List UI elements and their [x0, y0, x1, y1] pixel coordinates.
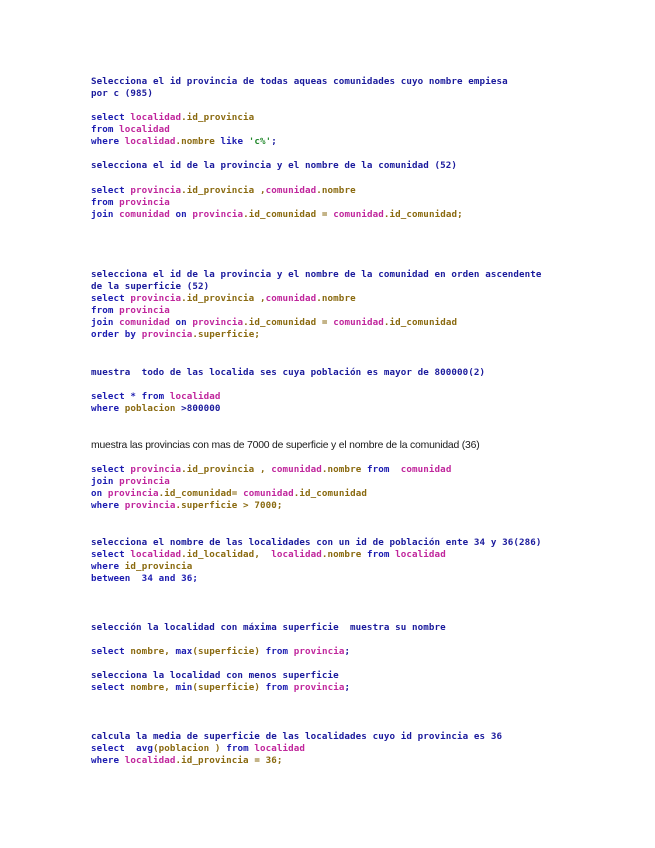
sql-code-line: [91, 305, 170, 317]
text-segment: .id_comunidad;: [383, 209, 463, 220]
sql-code-line: [91, 743, 305, 755]
text-segment: .id_comunidad: [383, 317, 458, 328]
text-segment: provincia: [192, 209, 244, 220]
text-segment: join: [91, 317, 120, 328]
text-segment: on: [175, 317, 193, 328]
text-segment: provincia: [130, 293, 182, 304]
text-segment: .id_provincia ,: [181, 293, 266, 304]
text-segment: .nombre: [321, 549, 367, 560]
text-segment: from: [91, 305, 120, 316]
text-segment: localidad: [124, 136, 176, 147]
text-segment: selecciona el id de la provincia y el nombre de la comunidad (52): [91, 160, 458, 171]
text-segment: provincia: [141, 329, 193, 340]
sql-code-line: [91, 185, 356, 197]
text-segment: from: [265, 646, 294, 657]
text-segment: selección la localidad con máxima superficie muestra su nombre: [91, 622, 446, 633]
text-segment: .id_provincia ,: [181, 464, 272, 475]
text-segment: localidad: [395, 549, 446, 560]
text-segment: max: [175, 646, 193, 657]
text-segment: id_provincia: [124, 561, 193, 572]
comment-heading-line: [91, 622, 446, 634]
text-segment: from: [91, 197, 120, 208]
sql-code-line: [91, 124, 170, 136]
text-segment: from: [366, 464, 401, 475]
text-segment: (superficie): [192, 682, 266, 693]
text-segment: on: [175, 209, 193, 220]
text-segment: join: [91, 476, 120, 487]
text-segment: select: [91, 185, 131, 196]
text-segment: .id_provincia ,: [181, 185, 266, 196]
text-segment: select: [91, 293, 131, 304]
sql-code-line: [91, 112, 254, 124]
text-segment: comunidad: [265, 185, 317, 196]
text-segment: .superficie > 7000;: [175, 500, 283, 511]
text-segment: provincia: [124, 500, 176, 511]
sql-code-line: [91, 391, 221, 403]
comment-heading-line: [91, 537, 542, 549]
text-segment: join: [91, 209, 120, 220]
text-segment: .id_provincia: [181, 112, 255, 123]
text-segment: select: [91, 549, 131, 560]
text-segment: select: [91, 112, 131, 123]
text-segment: where: [91, 403, 125, 414]
comment-heading-line: [91, 670, 339, 682]
text-segment: from: [366, 549, 396, 560]
sql-code-line: [91, 403, 221, 415]
sql-code-line: [91, 488, 367, 500]
text-segment: localidad: [271, 549, 322, 560]
text-segment: comunidad: [400, 464, 452, 475]
sql-code-line: [91, 500, 282, 512]
text-segment: ;: [344, 682, 351, 693]
text-segment: provincia: [119, 305, 170, 316]
text-segment: select: [91, 646, 131, 657]
text-segment: comunidad: [119, 209, 176, 220]
comment-heading-line: [91, 281, 209, 293]
text-segment: where: [91, 755, 125, 766]
text-segment: .id_comunidad =: [243, 209, 334, 220]
text-segment: where: [91, 561, 125, 572]
sql-code-line: [91, 549, 446, 561]
sql-code-line: [91, 646, 350, 658]
sql-code-line: [91, 476, 170, 488]
text-segment: select * from: [91, 391, 170, 402]
text-segment: 'c%': [248, 136, 272, 147]
text-segment: selecciona el nombre de las localidades con un id de población ente 34 y 36(286): [91, 537, 542, 548]
text-segment: nombre,: [130, 646, 176, 657]
text-segment: provincia: [130, 185, 182, 196]
comment-heading-line: [91, 76, 508, 88]
text-segment: poblacion: [124, 403, 182, 414]
sql-code-line: [91, 136, 277, 148]
text-segment: .id_comunidad =: [243, 317, 334, 328]
comment-heading-line: [91, 731, 502, 743]
sql-code-line: [91, 329, 260, 341]
sql-code-line: [91, 317, 457, 329]
text-segment: min: [175, 682, 193, 693]
text-segment: select: [91, 743, 137, 754]
comment-heading-line: [91, 367, 485, 379]
text-segment: muestra todo de las localida ses cuya población es mayor de 800000(2): [91, 367, 486, 378]
text-segment: provincia: [293, 682, 345, 693]
text-segment: avg: [136, 743, 153, 754]
sql-code-line: [91, 197, 170, 209]
text-segment: calcula la media de superficie de las localidades cuyo id provincia es 36: [91, 731, 503, 742]
text-segment: from: [91, 124, 120, 135]
text-segment: provincia: [107, 488, 159, 499]
text-segment: .id_localidad,: [181, 549, 272, 560]
text-segment: comunidad: [265, 293, 317, 304]
sql-code-line: [91, 573, 198, 585]
text-segment: select: [91, 682, 131, 693]
text-segment: .id_provincia = 36;: [175, 755, 283, 766]
text-segment: where: [91, 136, 125, 147]
text-segment: localidad: [169, 391, 221, 402]
text-segment: between 34 and 36;: [91, 573, 198, 584]
sql-code-line: [91, 209, 463, 221]
text-segment: >800000: [181, 403, 221, 414]
text-segment: nombre,: [130, 682, 176, 693]
text-segment: muestra las provincias con mas de 7000 de superficie y el nombre de la comunidad (36): [91, 440, 480, 451]
text-segment: like: [220, 136, 249, 147]
sql-code-line: [91, 682, 350, 694]
text-segment: .id_comunidad=: [158, 488, 244, 499]
text-segment: .nombre: [175, 136, 221, 147]
text-segment: provincia: [130, 464, 182, 475]
text-segment: ;: [271, 136, 277, 147]
text-segment: localidad: [124, 755, 176, 766]
text-segment: provincia: [293, 646, 345, 657]
text-segment: de la superficie (52): [91, 281, 210, 292]
text-segment: provincia: [119, 197, 170, 208]
sql-code-line: [91, 293, 356, 305]
text-segment: provincia: [192, 317, 244, 328]
text-segment: from: [265, 682, 294, 693]
text-segment: comunidad: [243, 488, 294, 499]
text-segment: comunidad: [333, 317, 384, 328]
text-segment: .id_comunidad: [293, 488, 367, 499]
text-segment: selecciona el id de la provincia y el nombre de la comunidad en orden ascendente: [91, 269, 542, 280]
text-segment: Selecciona el id provincia de todas aqueas comunidades cuyo nombre empiesa: [91, 76, 508, 87]
sql-code-line: [91, 755, 282, 767]
text-segment: .nombre: [321, 464, 367, 475]
text-segment: comunidad: [119, 317, 176, 328]
text-segment: ;: [344, 646, 351, 657]
text-segment: (poblacion ): [152, 743, 227, 754]
text-segment: comunidad: [271, 464, 322, 475]
sql-code-line: [91, 464, 451, 476]
comment-heading-line: [91, 269, 542, 281]
comment-heading-line: [91, 440, 479, 452]
text-segment: .nombre: [316, 185, 356, 196]
sql-code-line: [91, 561, 192, 573]
text-segment: localidad: [119, 124, 170, 135]
text-segment: localidad: [254, 743, 306, 754]
text-segment: localidad: [130, 112, 182, 123]
text-segment: provincia: [119, 476, 170, 487]
comment-heading-line: [91, 88, 153, 100]
text-segment: localidad: [130, 549, 182, 560]
text-segment: order by: [91, 329, 142, 340]
text-segment: (superficie): [192, 646, 266, 657]
text-segment: .superficie;: [192, 329, 260, 340]
text-segment: .nombre: [316, 293, 356, 304]
text-segment: from: [226, 743, 255, 754]
comment-heading-line: [91, 160, 457, 172]
text-segment: por c (985): [91, 88, 153, 99]
text-segment: comunidad: [333, 209, 384, 220]
text-segment: select: [91, 464, 131, 475]
text-segment: where: [91, 500, 125, 511]
text-segment: on: [91, 488, 108, 499]
text-segment: selecciona la localidad con menos superficie: [91, 670, 339, 681]
